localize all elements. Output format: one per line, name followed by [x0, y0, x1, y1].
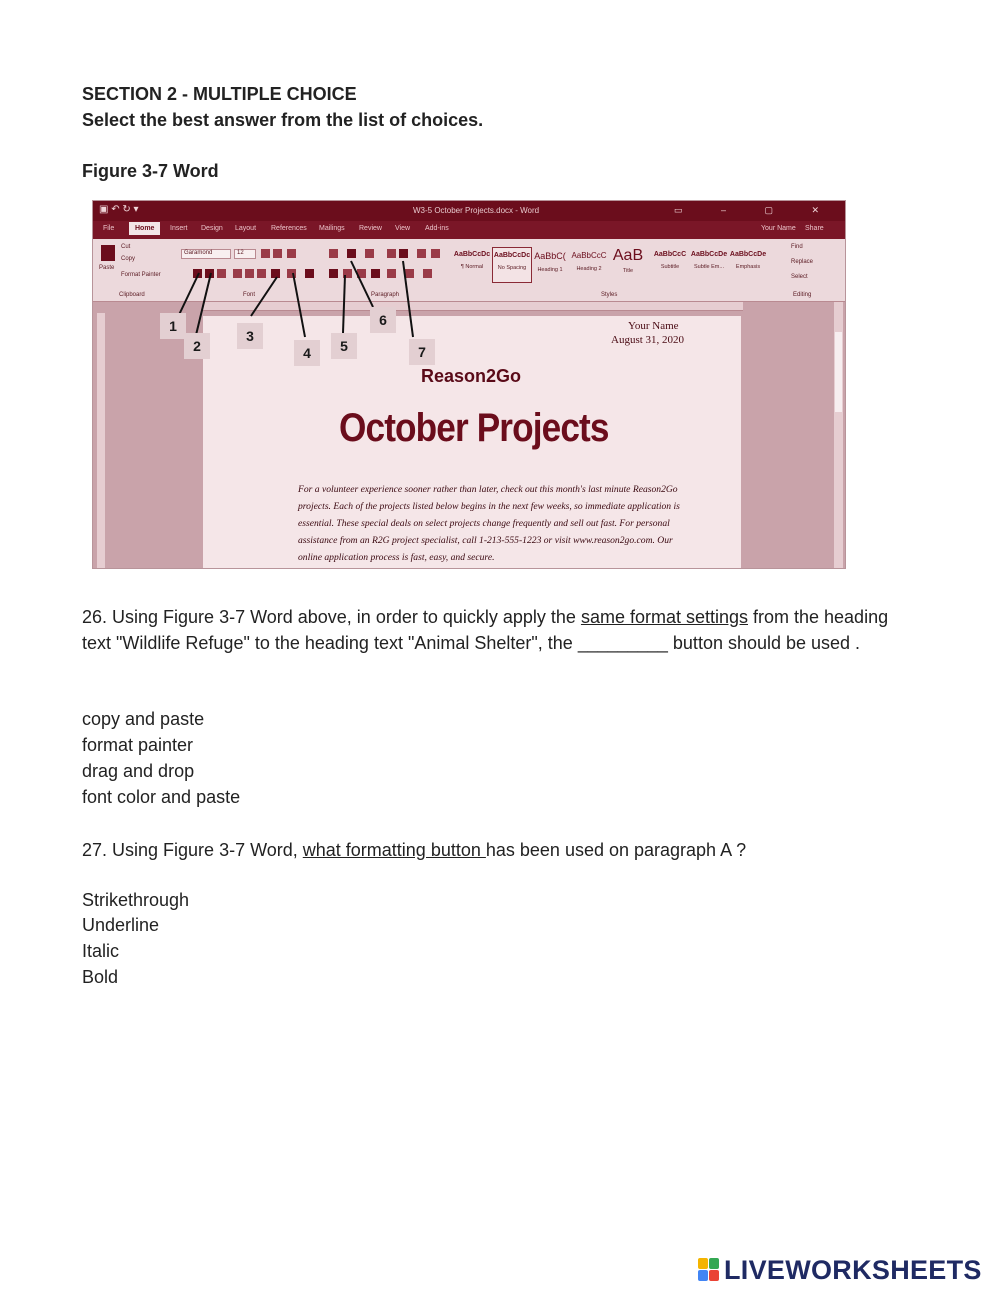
- word-figure: [92, 200, 846, 569]
- style-normal: AaBbCcDc ¶ Normal: [453, 251, 491, 270]
- styles-group-label: Styles: [601, 292, 618, 298]
- style-heading-1: AaBbC( Heading 1: [534, 251, 566, 273]
- clipboard-group-label: Clipboard: [119, 292, 145, 298]
- callout-arrows: [93, 201, 845, 568]
- callout-4: 4: [294, 340, 320, 366]
- callout-6: 6: [370, 307, 396, 333]
- font-size-box: 12: [234, 249, 256, 259]
- figure-caption: Figure 3-7 Word: [82, 161, 219, 181]
- paragraph-group-label: Paragraph: [371, 292, 400, 298]
- quick-access-icons: ▣ ↶ ↻ ▾: [99, 204, 139, 215]
- q26-text-underlined: same format settings: [580, 607, 748, 627]
- tab-layout: Layout: [235, 225, 257, 232]
- tab-addins: Add-ins: [425, 225, 449, 232]
- arrow-3: [251, 277, 277, 316]
- tab-references: References: [271, 225, 307, 232]
- replace-label: Replace: [791, 259, 814, 265]
- tab-insert: Insert: [170, 225, 188, 232]
- tab-view: View: [395, 225, 411, 232]
- section-subtitle: Select the best answer from the list of choices.: [82, 110, 484, 130]
- q26-option-2[interactable]: format painter: [82, 735, 194, 755]
- q27-option-1[interactable]: Strikethrough: [82, 890, 190, 910]
- style-subtitle: AaBbCcC Subtitle: [653, 251, 687, 270]
- account-name: Your Name: [761, 225, 796, 232]
- style-emphasis: AaBbCcDe Emphasis: [729, 251, 767, 270]
- q27-text-underlined: what formatting button: [302, 840, 486, 860]
- question-26: [82, 605, 912, 656]
- tab-review: Review: [359, 225, 382, 232]
- arrow-5: [343, 275, 345, 333]
- q26-text-pre: 26. Using Figure 3-7 Word above, in order to quickly apply the: [82, 607, 581, 627]
- font-name-box: Garamond: [181, 249, 231, 259]
- tab-mailings: Mailings: [319, 225, 345, 232]
- q26-option-1[interactable]: copy and paste: [82, 709, 205, 729]
- arrow-4: [293, 273, 305, 337]
- font-group-label: Font: [243, 292, 256, 298]
- callout-7: 7: [409, 339, 435, 365]
- q27-option-2[interactable]: Underline: [82, 915, 160, 935]
- editing-group-label: Editing: [793, 292, 812, 298]
- q26-option-4[interactable]: font color and paste: [82, 787, 241, 807]
- section-title: SECTION 2 - MULTIPLE CHOICE: [82, 84, 357, 104]
- liveworksheets-logo-text: LIVEWORKSHEETS: [724, 1255, 982, 1285]
- style-subtle-emphasis: AaBbCcDe Subtle Em...: [690, 251, 728, 270]
- q27-option-3[interactable]: Italic: [82, 941, 120, 961]
- tab-home: Home: [129, 222, 160, 235]
- arrow-6: [351, 261, 373, 307]
- tab-design: Design: [201, 225, 223, 232]
- callout-3: 3: [237, 323, 263, 349]
- q27-text-pre: 27. Using Figure 3-7 Word,: [82, 840, 303, 860]
- question-27: [82, 838, 746, 864]
- paste-label: Paste: [99, 265, 115, 271]
- style-heading-2: AaBbCcC Heading 2: [571, 251, 607, 272]
- callout-2: 2: [184, 333, 210, 359]
- tab-file: File: [103, 225, 115, 232]
- style-title: AaB Title: [612, 247, 644, 274]
- window-controls-icons: ▭ – ▢ ✕: [673, 205, 837, 215]
- share-button: Share: [805, 225, 824, 232]
- callout-5: 5: [331, 333, 357, 359]
- copy-label: Copy: [121, 256, 136, 262]
- cut-label: Cut: [121, 244, 131, 250]
- doc-heading: October Projects: [339, 406, 609, 450]
- q26-option-3[interactable]: drag and drop: [82, 761, 195, 781]
- doc-paragraph: For a volunteer experience sooner rather than later, check out this month's last minute Reason2Go projects. Each of the projects listed below begins in the next few weeks, so immediate application is essential. These special deals on select projects change frequently and sell out fast. For personal assistance from an R2G project specialist, call 1-213-555-1223 or visit www.reason2go.com. Our online application process is fast, easy, and secure.: [298, 484, 680, 563]
- q27-text-post: has been used on paragraph A ?: [485, 840, 747, 860]
- find-label: Find: [791, 244, 803, 250]
- doc-brand: Reason2Go: [421, 366, 522, 386]
- arrow-7: [403, 261, 413, 337]
- format-painter-label: Format Painter: [121, 272, 161, 278]
- style-no-spacing: AaBbCcDc No Spacing: [492, 247, 532, 283]
- doc-date: August 31, 2020: [611, 334, 685, 346]
- window-title: W3-5 October Projects.docx - Word: [413, 206, 540, 215]
- q26-text-post: from the heading text "Wildlife Refuge" to the heading text "Animal Shelter", the _________ button should be used .: [82, 607, 889, 653]
- doc-author-name: Your Name: [628, 320, 679, 332]
- liveworksheets-logo-icon: [698, 1258, 720, 1282]
- callout-1: 1: [160, 313, 186, 339]
- select-label: Select: [791, 274, 808, 280]
- arrow-2: [196, 273, 211, 335]
- q27-option-4[interactable]: Bold: [82, 967, 119, 987]
